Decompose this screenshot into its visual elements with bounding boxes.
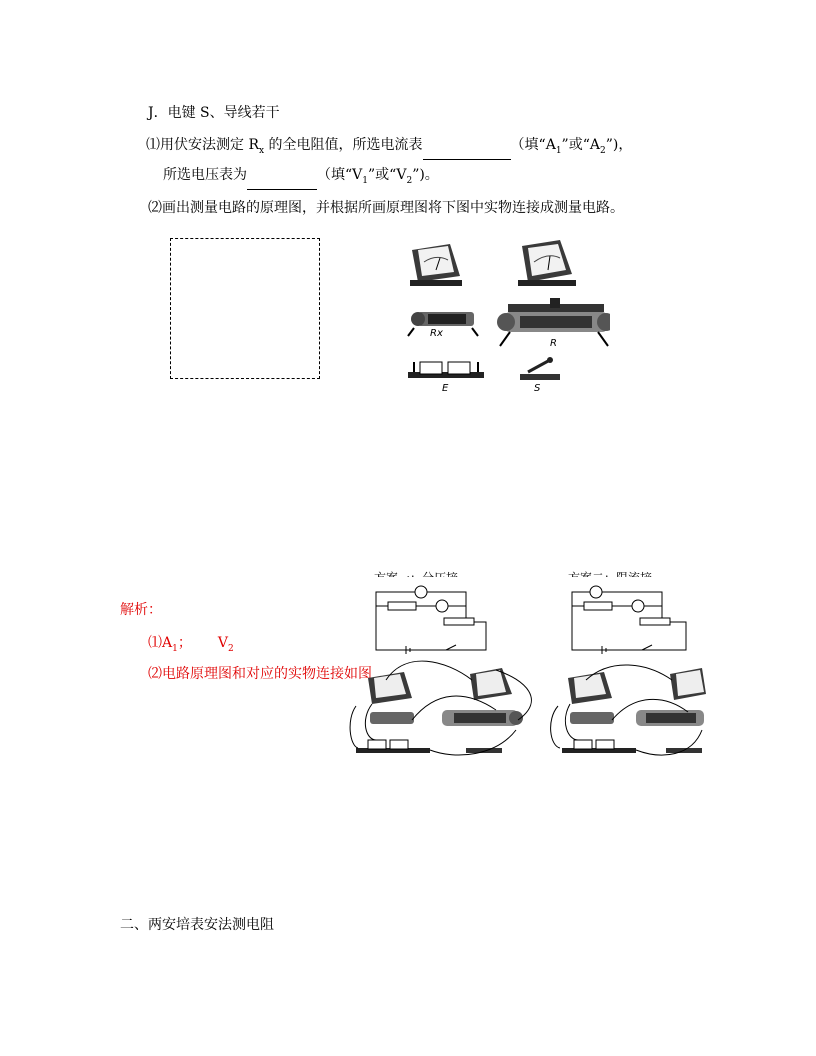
answer-1-v: V (217, 635, 228, 651)
voltmeter-icon (410, 244, 462, 286)
v2-subscript: 2 (406, 175, 413, 186)
question-2: ⑵画出测量电路的原理图，并根据所画原理图将下图中实物连接成测量电路。 (148, 200, 624, 216)
section-2-heading: 二、两安培表安法测电阻 (120, 917, 274, 933)
q1-end: ”)， (605, 137, 633, 153)
resistor-rx-icon (408, 312, 478, 339)
q1b-prefix: 所选电压表为 (163, 167, 247, 183)
r-label: R (550, 338, 557, 349)
voltmeter-answer-blank[interactable] (247, 175, 317, 190)
answer-1-sep: ； (177, 635, 192, 651)
rx-subscript: x (259, 145, 265, 156)
scheme-1-physical (350, 661, 531, 755)
ammeter-icon (518, 240, 576, 286)
schematic-drawing-box[interactable] (170, 238, 320, 379)
a1-subscript: 1 (555, 145, 562, 156)
answer-1-prefix: ⑴A (148, 635, 173, 651)
ammeter-answer-blank[interactable] (423, 145, 511, 160)
answer-a-subscript: 1 (172, 643, 178, 654)
a2-subscript: 2 (599, 145, 606, 156)
scheme-2-schematic (572, 586, 686, 654)
scheme-1-schematic (376, 586, 486, 654)
q1b-or: ”或“V (368, 167, 407, 183)
s-label: S (534, 383, 541, 394)
question-1 (146, 136, 632, 160)
answer-v-subscript: 2 (227, 643, 234, 654)
rx-label: Rx (430, 328, 443, 339)
answer-1 (148, 634, 234, 658)
rheostat-icon (497, 298, 610, 349)
e-label: E (442, 383, 449, 394)
solution-circuits (346, 570, 706, 770)
question-1-voltmeter (163, 166, 439, 190)
q1-mid: 的全电阻值，所选电流表 (264, 137, 423, 153)
battery-icon (408, 362, 484, 394)
q1-suffix: （填“A (510, 137, 556, 153)
answer-2: ⑵电路原理图和对应的实物连接如图 (148, 666, 372, 682)
equipment-illustration (400, 236, 610, 396)
q1-or: ”或“A (561, 137, 600, 153)
switch-icon (520, 357, 560, 394)
q1b-end: ”)。 (412, 167, 439, 183)
scheme-2-physical (551, 665, 706, 755)
solution-heading: 解析： (120, 602, 162, 618)
q1b-suffix: （填“V (317, 167, 363, 183)
item-j: J．电键 S、导线若干 (148, 105, 280, 121)
v1-subscript: 1 (362, 175, 369, 186)
q1-prefix: ⑴用伏安法测定 R (146, 137, 259, 153)
